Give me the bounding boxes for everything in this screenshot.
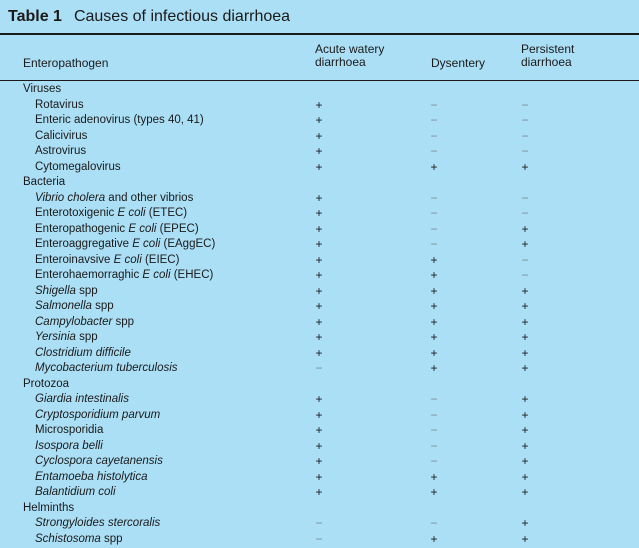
persistent-cell: + [521, 314, 529, 329]
persistent-cell: + [521, 283, 529, 298]
enteropathogen-name [35, 439, 103, 455]
acute-watery-cell: + [315, 206, 323, 220]
name-part: spp [112, 315, 135, 328]
acute-watery-cell: + [315, 283, 323, 298]
name-part: E coli [117, 207, 146, 219]
enteropathogen-name [35, 206, 187, 222]
dysentery-cell: − [430, 438, 438, 453]
header-persistent-diarrhoea [521, 43, 574, 69]
dysentery-cell: − [430, 113, 438, 127]
table-row [0, 237, 639, 253]
header-enteropathogen: Enteropathogen [23, 56, 109, 70]
name-part: spp [75, 284, 98, 297]
persistent-cell: + [521, 392, 529, 406]
name-part: Vibrio cholera [35, 191, 106, 204]
group-row [0, 501, 639, 517]
name-part: (EHEC) [170, 269, 214, 281]
table-row [0, 113, 639, 129]
table-row [0, 144, 639, 160]
table-row [0, 454, 639, 470]
name-part: Cyclospora cayetanensis [35, 455, 163, 467]
name-part: Enteroinavsive [35, 253, 114, 266]
persistent-cell: + [521, 237, 529, 251]
dysentery-cell: + [430, 345, 438, 360]
table-row [0, 392, 639, 408]
name-part: Balantidium coli [35, 486, 116, 498]
enteropathogen-name [35, 113, 204, 129]
acute-watery-cell: + [315, 252, 323, 267]
persistent-cell: + [521, 221, 529, 236]
name-part: Enteric adenovirus (types 40, 41) [35, 114, 204, 126]
name-part: E coli [113, 253, 142, 266]
dysentery-cell: + [430, 252, 438, 267]
table-row [0, 330, 639, 346]
table-row [0, 253, 639, 269]
persistent-cell: − [521, 268, 529, 282]
dysentery-cell: + [430, 361, 438, 375]
acute-watery-cell: + [315, 330, 323, 344]
persistent-cell: − [521, 252, 529, 267]
enteropathogen-name [35, 299, 114, 315]
name-part: spp [75, 331, 98, 343]
dysentery-cell: − [430, 392, 438, 406]
dysentery-cell: + [430, 299, 438, 313]
persistent-cell: + [521, 454, 529, 468]
table-row [0, 206, 639, 222]
enteropathogen-name [35, 532, 123, 548]
enteropathogen-name [35, 191, 193, 207]
header-rule [0, 80, 639, 81]
enteropathogen-name [35, 330, 98, 346]
persistent-cell: + [521, 531, 529, 546]
name-part: Salmonella [35, 300, 92, 312]
group-row [0, 82, 639, 98]
table-row [0, 268, 639, 284]
persistent-cell: + [521, 485, 529, 499]
enteropathogen-name [35, 423, 103, 439]
name-part: Cryptosporidium parvum [35, 408, 161, 421]
table-row [0, 516, 639, 532]
acute-watery-cell: + [315, 113, 323, 127]
enteropathogen-name [35, 408, 160, 424]
top-rule [0, 33, 639, 35]
name-part: Entamoeba histolytica [35, 470, 148, 483]
enteropathogen-name [35, 454, 163, 470]
dysentery-cell: − [430, 128, 438, 143]
table-row [0, 222, 639, 238]
table-row [0, 160, 639, 176]
persistent-cell: + [521, 469, 529, 484]
dysentery-cell: + [430, 469, 438, 484]
dysentery-cell: − [430, 97, 438, 112]
acute-watery-cell: + [315, 454, 323, 468]
acute-watery-cell: + [315, 407, 323, 422]
name-part: (EPEC) [156, 222, 199, 235]
name-part: Enteropathogenic [35, 222, 129, 235]
dysentery-cell: − [430, 454, 438, 468]
enteropathogen-name [35, 237, 215, 253]
persistent-cell: − [521, 128, 529, 143]
name-part: Schistosoma [35, 532, 101, 545]
header-persistent-line1: Persistent [521, 42, 575, 56]
acute-watery-cell: + [315, 438, 323, 453]
acute-watery-cell: + [315, 159, 323, 174]
dysentery-cell: − [430, 190, 438, 205]
persistent-cell: − [521, 190, 529, 205]
acute-watery-cell: − [315, 361, 323, 375]
table-row [0, 129, 639, 145]
table-number: Table 1 [8, 8, 62, 25]
enteropathogen-name [35, 315, 134, 331]
enteropathogen-name [35, 268, 213, 284]
enteropathogen-name [35, 129, 87, 145]
name-part: spp [100, 532, 123, 545]
table-title [8, 5, 290, 29]
name-part: Yersinia [35, 331, 76, 343]
table-row [0, 532, 639, 548]
acute-watery-cell: + [315, 190, 323, 205]
acute-watery-cell: + [315, 128, 323, 143]
name-part: Shigella [35, 284, 76, 297]
name-part: spp [91, 300, 114, 312]
table-row [0, 299, 639, 315]
table-row [0, 361, 639, 377]
enteropathogen-name [35, 392, 129, 408]
name-part: Rotavirus [35, 98, 84, 111]
dysentery-cell: − [430, 206, 438, 220]
group-label: Helminths [23, 501, 75, 514]
enteropathogen-name [35, 284, 98, 300]
table-row [0, 439, 639, 455]
persistent-cell: + [521, 299, 529, 313]
dysentery-cell: − [430, 407, 438, 422]
dysentery-cell: − [430, 516, 438, 530]
name-part: Enterohaemorraghic [35, 269, 143, 281]
header-acute-watery-diarrhoea [315, 43, 384, 69]
header-acute-line1: Acute watery [315, 42, 385, 56]
table-row [0, 485, 639, 501]
enteropathogen-name [35, 160, 121, 176]
persistent-cell: + [521, 438, 529, 453]
persistent-cell: − [521, 97, 529, 112]
header-persistent-line2: diarrhoea [521, 55, 572, 69]
name-part: (ETEC) [145, 207, 188, 219]
group-label: Bacteria [23, 176, 66, 188]
persistent-cell: + [521, 423, 529, 437]
dysentery-cell: + [430, 268, 438, 282]
name-part: Isospora belli [35, 439, 103, 452]
acute-watery-cell: + [315, 469, 323, 484]
name-part: Enterotoxigenic [35, 207, 118, 219]
table-row [0, 191, 639, 207]
persistent-cell: + [521, 159, 529, 174]
dysentery-cell: + [430, 283, 438, 298]
header-dysentery: Dysentery [431, 56, 486, 70]
dysentery-cell: + [430, 330, 438, 344]
enteropathogen-name [35, 346, 131, 362]
acute-watery-cell: + [315, 423, 323, 437]
name-part: Astrovirus [35, 145, 87, 157]
name-part: Campylobacter [35, 315, 113, 328]
enteropathogen-name [35, 516, 160, 532]
group-row [0, 175, 639, 191]
persistent-cell: + [521, 407, 529, 422]
name-part: Strongyloides stercoralis [35, 517, 161, 529]
table-caption: Causes of infectious diarrhoea [73, 8, 291, 25]
acute-watery-cell: − [315, 531, 323, 546]
name-part: (EIEC) [141, 253, 180, 266]
table-row [0, 315, 639, 331]
name-part: E coli [128, 222, 157, 235]
table-row [0, 408, 639, 424]
acute-watery-cell: + [315, 392, 323, 406]
name-part: (EAggEC) [160, 238, 216, 250]
header-acute-line2: diarrhoea [315, 55, 366, 69]
acute-watery-cell: + [315, 299, 323, 313]
name-part: Calicivirus [35, 129, 88, 142]
name-part: Enteroaggregative [35, 238, 133, 250]
table-row [0, 423, 639, 439]
persistent-cell: + [521, 361, 529, 375]
acute-watery-cell: + [315, 221, 323, 236]
name-part: Giardia intestinalis [35, 393, 129, 405]
acute-watery-cell: + [315, 144, 323, 158]
table-row [0, 346, 639, 362]
acute-watery-cell: + [315, 345, 323, 360]
dysentery-cell: − [430, 423, 438, 437]
dysentery-cell: − [430, 144, 438, 158]
name-part: E coli [132, 238, 161, 250]
group-label: Viruses [23, 83, 62, 95]
name-part: Microsporidia [35, 424, 104, 436]
table-row [0, 284, 639, 300]
group-row [0, 377, 639, 393]
dysentery-cell: + [430, 531, 438, 546]
name-part: and other vibrios [105, 191, 194, 204]
persistent-cell: + [521, 516, 529, 530]
dysentery-cell: + [430, 314, 438, 329]
acute-watery-cell: + [315, 237, 323, 251]
enteropathogen-name [35, 222, 199, 238]
enteropathogen-name [35, 470, 148, 486]
dysentery-cell: − [430, 237, 438, 251]
acute-watery-cell: + [315, 268, 323, 282]
table-row [0, 470, 639, 486]
acute-watery-cell: + [315, 314, 323, 329]
enteropathogen-name [35, 144, 86, 160]
dysentery-cell: + [430, 159, 438, 174]
name-part: Mycobacterium tuberculosis [35, 362, 178, 374]
persistent-cell: + [521, 330, 529, 344]
dysentery-cell: + [430, 485, 438, 499]
acute-watery-cell: − [315, 516, 323, 530]
persistent-cell: − [521, 144, 529, 158]
enteropathogen-name [35, 361, 178, 377]
name-part: E coli [142, 269, 171, 281]
acute-watery-cell: + [315, 485, 323, 499]
table-row [0, 98, 639, 114]
persistent-cell: − [521, 206, 529, 220]
enteropathogen-name [35, 253, 179, 269]
enteropathogen-name [35, 485, 116, 501]
name-part: Clostridium difficile [35, 346, 131, 359]
group-label: Protozoa [23, 377, 70, 390]
name-part: Cytomegalovirus [35, 160, 121, 173]
table-body [0, 82, 639, 547]
dysentery-cell: − [430, 221, 438, 236]
enteropathogen-name [35, 98, 84, 114]
acute-watery-cell: + [315, 97, 323, 112]
persistent-cell: + [521, 345, 529, 360]
persistent-cell: − [521, 113, 529, 127]
